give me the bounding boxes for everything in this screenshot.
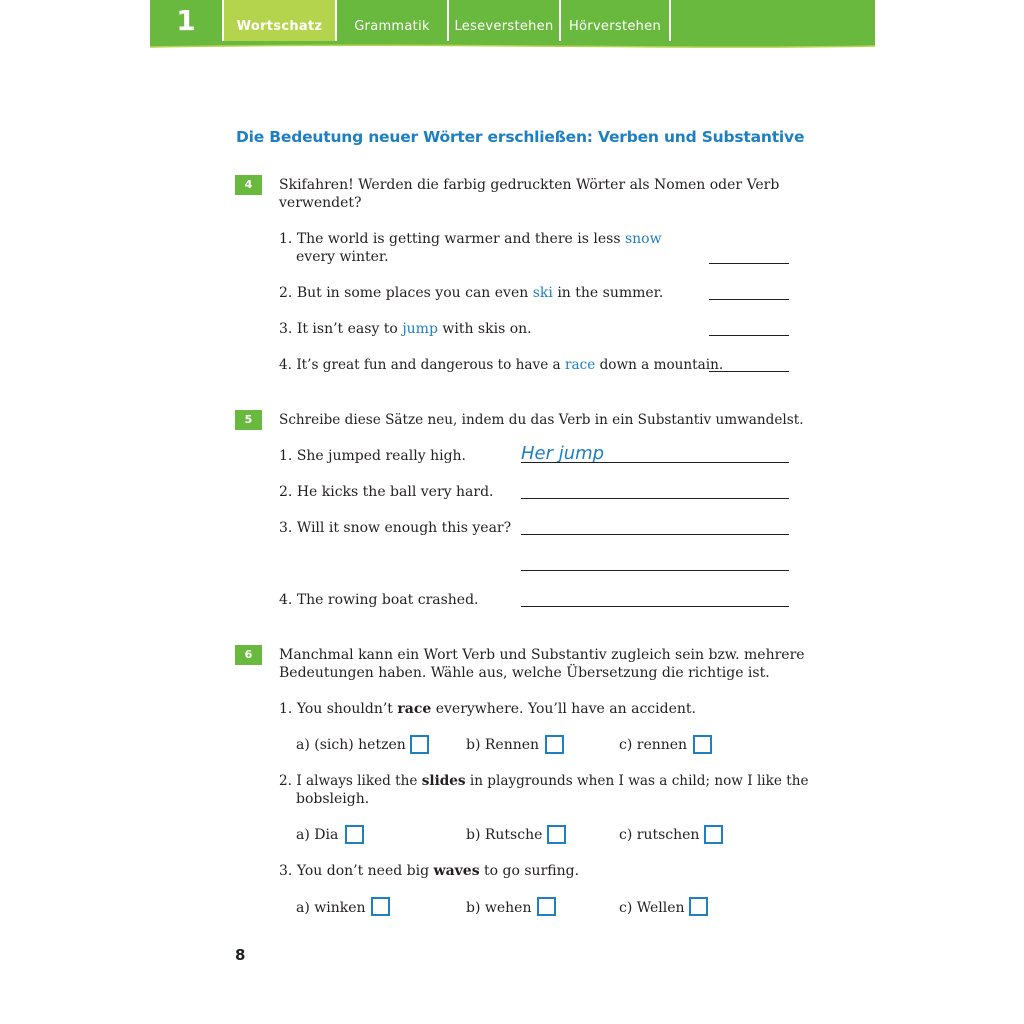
question-continuation: bobsleigh. — [296, 791, 370, 807]
handwritten-answer: Her jump — [521, 443, 605, 464]
page-number: 8 — [235, 946, 246, 964]
checkbox[interactable] — [693, 735, 712, 754]
highlighted-word: snow — [624, 231, 662, 247]
answer-line[interactable] — [521, 534, 789, 535]
list-item: 1. The world is getting warmer and there is less snow — [279, 231, 662, 247]
checkbox[interactable] — [537, 897, 556, 916]
answer-line[interactable] — [709, 299, 789, 300]
tab-hoerverstehen[interactable]: Hörverstehen — [568, 19, 662, 34]
answer-line[interactable] — [521, 462, 789, 463]
highlighted-word: jump — [402, 321, 438, 337]
list-item: 1. She jumped really high. — [279, 448, 467, 464]
list-item: 4. The rowing boat crashed. — [279, 592, 479, 608]
tab-grammatik[interactable]: Grammatik — [354, 19, 430, 34]
answer-line[interactable] — [709, 263, 789, 264]
header-separator — [669, 0, 671, 41]
checkbox[interactable] — [371, 897, 390, 916]
checkbox[interactable] — [704, 825, 723, 844]
bold-word: race — [397, 701, 432, 717]
option-label: a) winken — [296, 900, 366, 916]
highlighted-word: ski — [532, 285, 553, 301]
answer-line[interactable] — [521, 570, 789, 571]
exercise-number-badge: 6 — [235, 645, 262, 665]
answer-line[interactable] — [709, 371, 789, 372]
option-label: a) Dia — [296, 827, 339, 843]
checkbox[interactable] — [689, 897, 708, 916]
tab-leseverstehen[interactable]: Leseverstehen — [454, 19, 554, 34]
option-label: b) wehen — [466, 900, 532, 916]
checkbox[interactable] — [345, 825, 364, 844]
exercise-instruction: Bedeutungen haben. Wähle aus, welche Übersetzung die richtige ist. — [279, 665, 770, 681]
bold-word: slides — [421, 773, 466, 789]
exercise-instruction: Schreibe diese Sätze neu, indem du das Verb in ein Substantiv umwandelst. — [279, 412, 804, 428]
question: 2. I always liked the slides in playgrounds when I was a child; now I like the — [279, 773, 809, 789]
exercise-instruction: Skifahren! Werden die farbig gedruckten Wörter als Nomen oder Verb — [279, 177, 780, 193]
option-label: b) Rennen — [466, 737, 540, 753]
section-title: Die Bedeutung neuer Wörter erschließen: Verben und Substantive — [236, 128, 805, 146]
option-label: c) Wellen — [619, 900, 685, 916]
header-wave — [150, 38, 875, 54]
list-item: 3. Will it snow enough this year? — [279, 520, 512, 536]
exercise-number-badge: 4 — [235, 175, 262, 195]
option-label: b) Rutsche — [466, 827, 543, 843]
highlighted-word: race — [564, 357, 596, 373]
bold-word: waves — [433, 863, 480, 879]
answer-line[interactable] — [521, 498, 789, 499]
option-label: c) rennen — [619, 737, 688, 753]
exercise-instruction: verwendet? — [279, 195, 362, 211]
list-item: 3. It isn’t easy to jump with skis on. — [279, 321, 532, 337]
list-item: 2. He kicks the ball very hard. — [279, 484, 494, 500]
list-item: 2. But in some places you can even ski in the summer. — [279, 285, 664, 301]
checkbox[interactable] — [547, 825, 566, 844]
exercise-instruction: Manchmal kann ein Wort Verb und Substantiv zugleich sein bzw. mehrere — [279, 647, 805, 663]
list-item-continuation: every winter. — [296, 249, 389, 265]
option-label: c) rutschen — [619, 827, 700, 843]
answer-line[interactable] — [709, 335, 789, 336]
tab-wortschatz[interactable]: Wortschatz — [224, 0, 335, 41]
chapter-number: 1 — [176, 4, 196, 37]
checkbox[interactable] — [410, 735, 429, 754]
question: 1. You shouldn’t race everywhere. You’ll have an accident. — [279, 701, 696, 717]
question: 3. You don’t need big waves to go surfing. — [279, 863, 580, 879]
answer-line[interactable] — [521, 606, 789, 607]
option-label: a) (sich) hetzen — [296, 737, 406, 753]
list-item: 4. It’s great fun and dangerous to have a race down a mountain. — [279, 357, 724, 373]
exercise-number-badge: 5 — [235, 410, 262, 430]
checkbox[interactable] — [545, 735, 564, 754]
